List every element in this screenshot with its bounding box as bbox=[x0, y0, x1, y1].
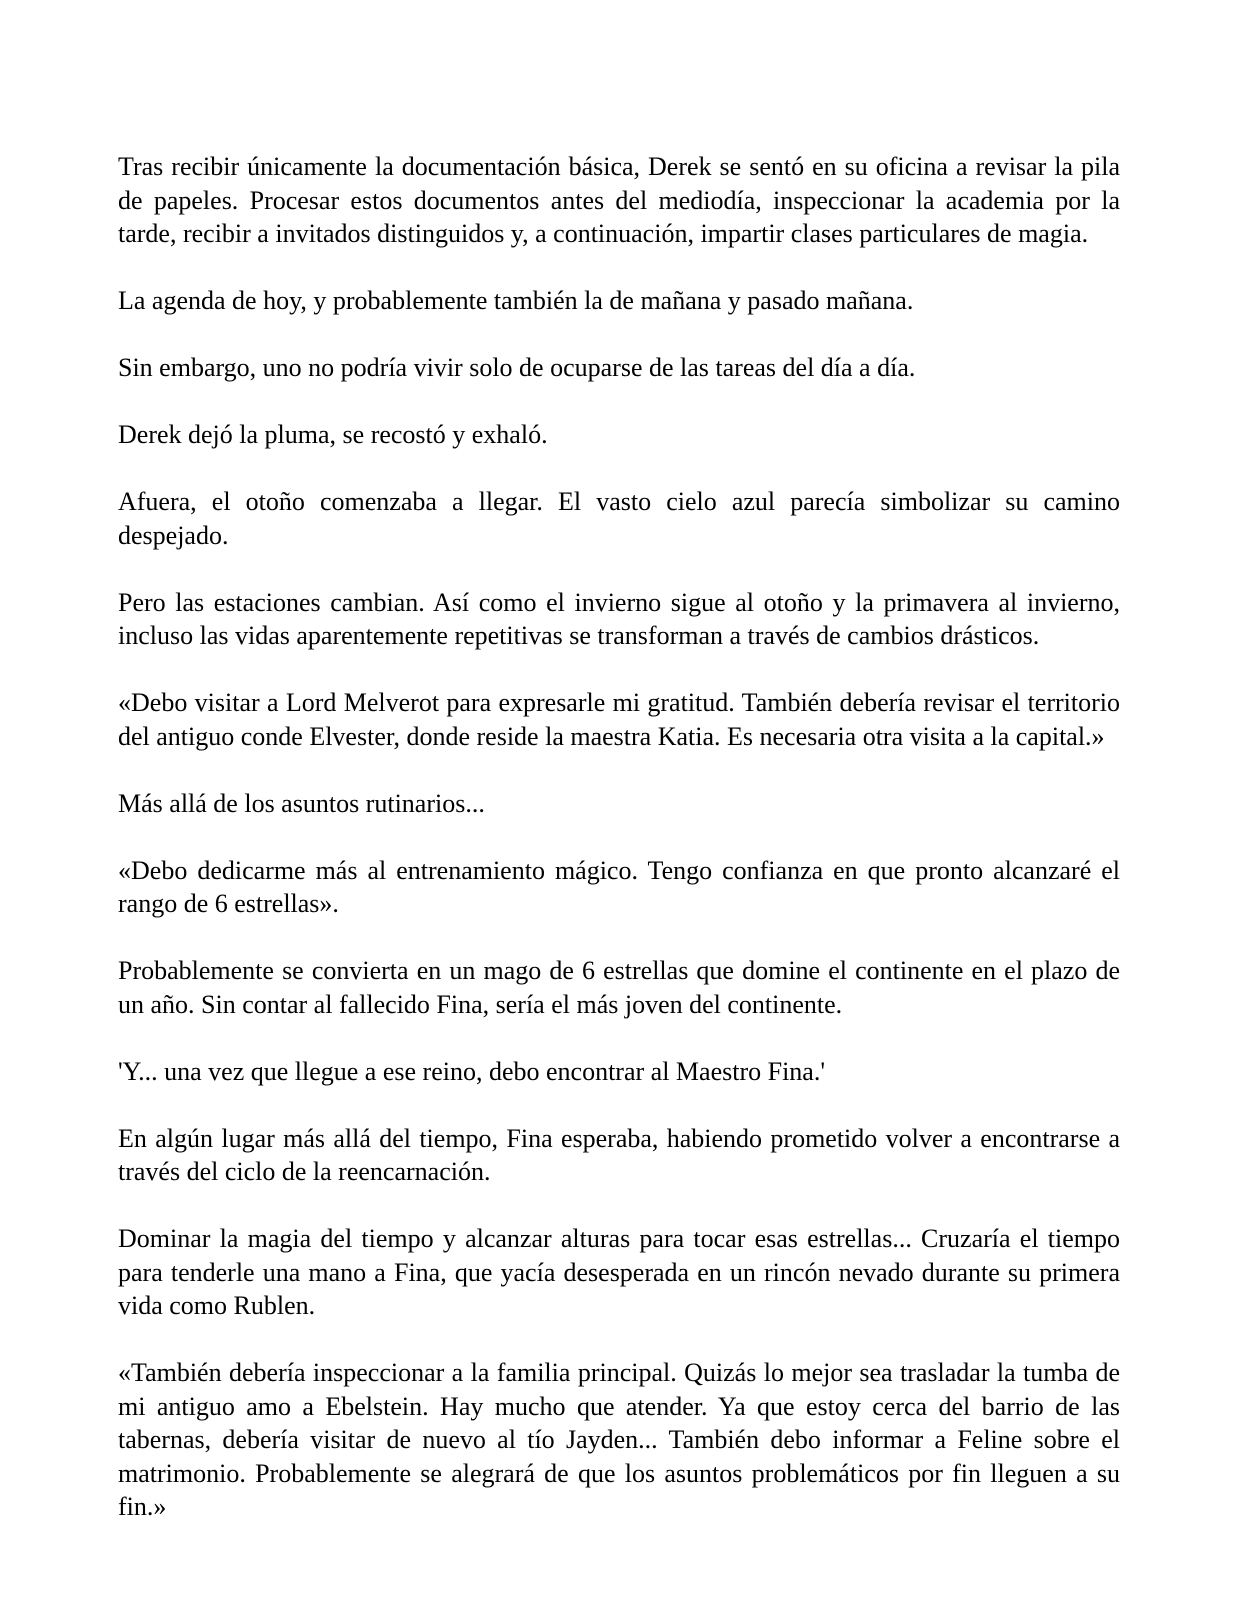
paragraph: Probablemente se convierta en un mago de 6 estrellas que domine el continente en el plazo de un año. Sin contar al fallecido Fina, sería el más joven del continente. bbox=[118, 956, 1120, 1019]
paragraph: Más allá de los asuntos rutinarios... bbox=[118, 788, 485, 818]
paragraph: La agenda de hoy, y probablemente también la de mañana y pasado mañana. bbox=[118, 286, 914, 315]
paragraph: Dominar la magia del tiempo y alcanzar alturas para tocar esas estrellas... Cruzaría el tiempo para tenderle una mano a Fina, que yacía desesperada en un rincón nevado durante su primera vida como Rublen. bbox=[118, 1224, 1120, 1320]
paragraph: «También debería inspeccionar a la familia principal. Quizás lo mejor sea trasladar la tumba de mi antiguo amo a Ebelstein. Hay mucho que atender. Ya que estoy cerca del barrio de las tabernas, debería visitar de nuevo al tío Jayden... También debo informar a Feline sobre el matrimonio. Probablemente se alegrará de que los asuntos problemáticos por fin lleguen a su fin.» bbox=[118, 1358, 1120, 1521]
paragraph: Pero las estaciones cambian. Así como el invierno sigue al otoño y la primavera al invierno, incluso las vidas aparentemente repetitivas se transforman a través de cambios drásticos. bbox=[118, 587, 1120, 650]
paragraph: Sin embargo, uno no podría vivir solo de ocuparse de las tareas del día a día. bbox=[118, 353, 916, 382]
paragraph: «Debo dedicarme más al entrenamiento mágico. Tengo confianza en que pronto alcanzaré el rango de 6 estrellas». bbox=[118, 855, 1120, 918]
paragraph: Tras recibir únicamente la documentación básica, Derek se sentó en su oficina a revisar la pila de papeles. Procesar estos documentos antes del mediodía, inspeccionar la academia por la tarde, recibir a invitados distinguidos y, a continuación, impartir clases particulares de magia. bbox=[118, 152, 1120, 248]
paragraph: 'Y... una vez que llegue a ese reino, debo encontrar al Maestro Fina.' bbox=[118, 1056, 826, 1086]
paragraph: Derek dejó la pluma, se recostó y exhaló. bbox=[118, 420, 548, 449]
paragraph: «Debo visitar a Lord Melverot para expresarle mi gratitud. También debería revisar el territorio del antiguo conde Elvester, donde reside la maestra Katia. Es necesaria otra visita a la capital.» bbox=[118, 688, 1120, 751]
paragraph: En algún lugar más allá del tiempo, Fina esperaba, habiendo prometido volver a encontrarse a través del ciclo de la reencarnación. bbox=[118, 1123, 1120, 1186]
paragraph: Afuera, el otoño comenzaba a llegar. El vasto cielo azul parecía simbolizar su camino despejado. bbox=[118, 487, 1120, 550]
document-page bbox=[118, 150, 1120, 1557]
